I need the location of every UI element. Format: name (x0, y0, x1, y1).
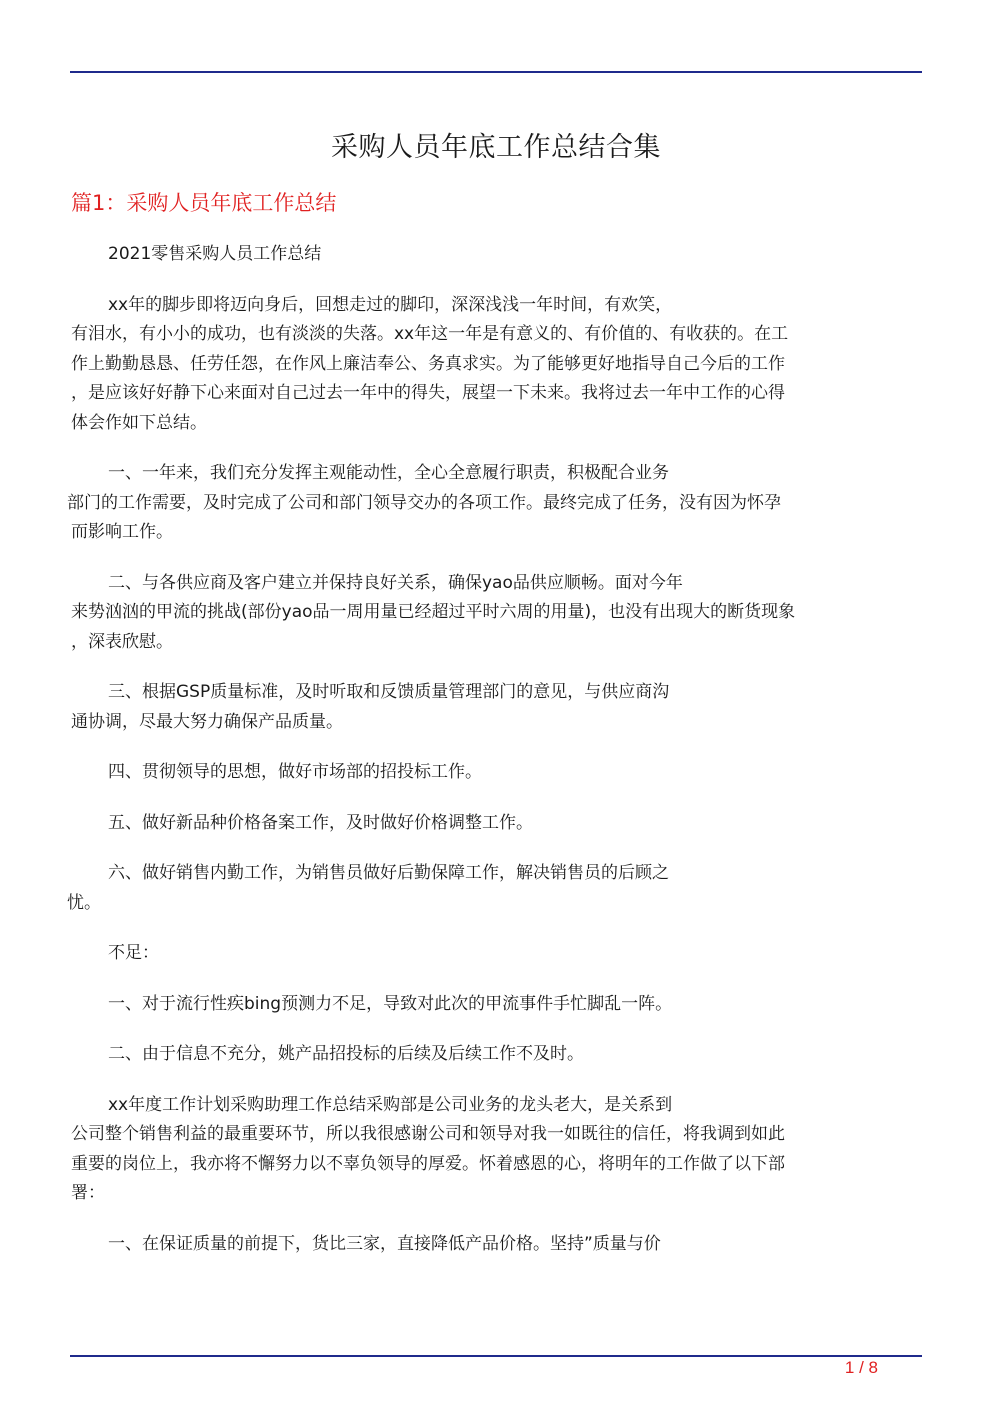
paragraph-line: 有泪水，有小小的成功，也有淡淡的失落。xx年这一年是有意义的、有价值的、有收获的。在工 (71, 324, 789, 344)
paragraph-line: 四、贯彻领导的思想，做好市场部的招投标工作。 (108, 762, 482, 782)
paragraph-line: 二、由于信息不充分，姚产品招投标的后续及后续工作不及时。 (108, 1044, 584, 1064)
paragraph (71, 990, 921, 1020)
paragraph (71, 758, 921, 788)
page-number: 1 / 8 (844, 1358, 878, 1377)
paragraph-line: 公司整个销售利益的最重要环节，所以我很感谢公司和领导对我一如既往的信任，将我调到如此 (71, 1124, 785, 1144)
paragraph-line: 一、对于流行性疾bing预测力不足，导致对此次的甲流事件手忙脚乱一阵。 (108, 993, 673, 1014)
paragraph-line: 而影响工作。 (71, 522, 173, 542)
paragraph-line: 二、与各供应商及客户建立并保持良好关系，确保yao品供应顺畅。面对今年 (108, 572, 683, 593)
paragraph-line: 三、根据GSP质量标准，及时听取和反馈质量管理部门的意见，与供应商沟 (108, 682, 670, 702)
paragraph (71, 1230, 921, 1260)
paragraph-line: xx年的脚步即将迈向身后，回想走过的脚印，深深浅浅一年时间，有欢笑， (108, 294, 673, 315)
paragraph-line: 2021零售采购人员工作总结 (108, 244, 322, 264)
paragraph-line: 五、做好新品种价格备案工作，及时做好价格调整工作。 (108, 812, 533, 833)
paragraph-line: 来势汹汹的甲流的挑战(部份yao品一周用量已经超过平时六周的用量)，也没有出现大的断货现象 (71, 602, 796, 622)
footer-rule (70, 1355, 922, 1357)
paragraph-line: 一、一年来，我们充分发挥主观能动性，全心全意履行职责，积极配合业务 (108, 463, 669, 483)
paragraph (71, 939, 921, 969)
paragraph-line: 忧。 (67, 892, 101, 913)
paragraph-line: 通协调，尽最大努力确保产品质量。 (71, 711, 343, 732)
paragraph-line: 一、在保证质量的前提下，货比三家，直接降低产品价格。坚持”质量与价 (108, 1233, 661, 1254)
document-body (67, 240, 921, 1280)
paragraph (71, 240, 921, 270)
paragraph-line: ，是应该好好静下心来面对自己过去一年中的得失，展望一下未来。我将过去一年中工作的心得 (71, 383, 785, 403)
paragraph (71, 291, 921, 439)
paragraph-line: 署： (71, 1183, 105, 1203)
paragraph (71, 1091, 921, 1209)
paragraph (67, 859, 921, 918)
paragraph (71, 569, 921, 658)
paragraph-line: 体会作如下总结。 (71, 412, 207, 433)
paragraph-line: xx年度工作计划采购助理工作总结采购部是公司业务的龙头老大，是关系到 (108, 1094, 673, 1115)
paragraph (71, 809, 921, 839)
paragraph (67, 459, 921, 548)
section-heading: 篇1：采购人员年底工作总结 (71, 191, 337, 215)
paragraph-line: 重要的岗位上，我亦将不懈努力以不辜负领导的厚爱。怀着感恩的心，将明年的工作做了以下部 (71, 1153, 785, 1174)
document-title: 采购人员年底工作总结合集 (331, 132, 661, 163)
paragraph-line: 不足： (108, 943, 159, 963)
header-rule (70, 71, 922, 73)
paragraph-line: 作上勤勤恳恳、任劳任怨，在作风上廉洁奉公、务真求实。为了能够更好地指导自己今后的工作 (71, 353, 785, 374)
paragraph (71, 1040, 921, 1070)
paragraph-line: 六、做好销售内勤工作，为销售员做好后勤保障工作，解决销售员的后顾之 (108, 863, 669, 883)
paragraph-line: 部门的工作需要，及时完成了公司和部门领导交办的各项工作。最终完成了任务，没有因为怀孕 (67, 492, 781, 513)
paragraph (71, 678, 921, 737)
paragraph-line: ，深表欣慰。 (71, 631, 173, 652)
